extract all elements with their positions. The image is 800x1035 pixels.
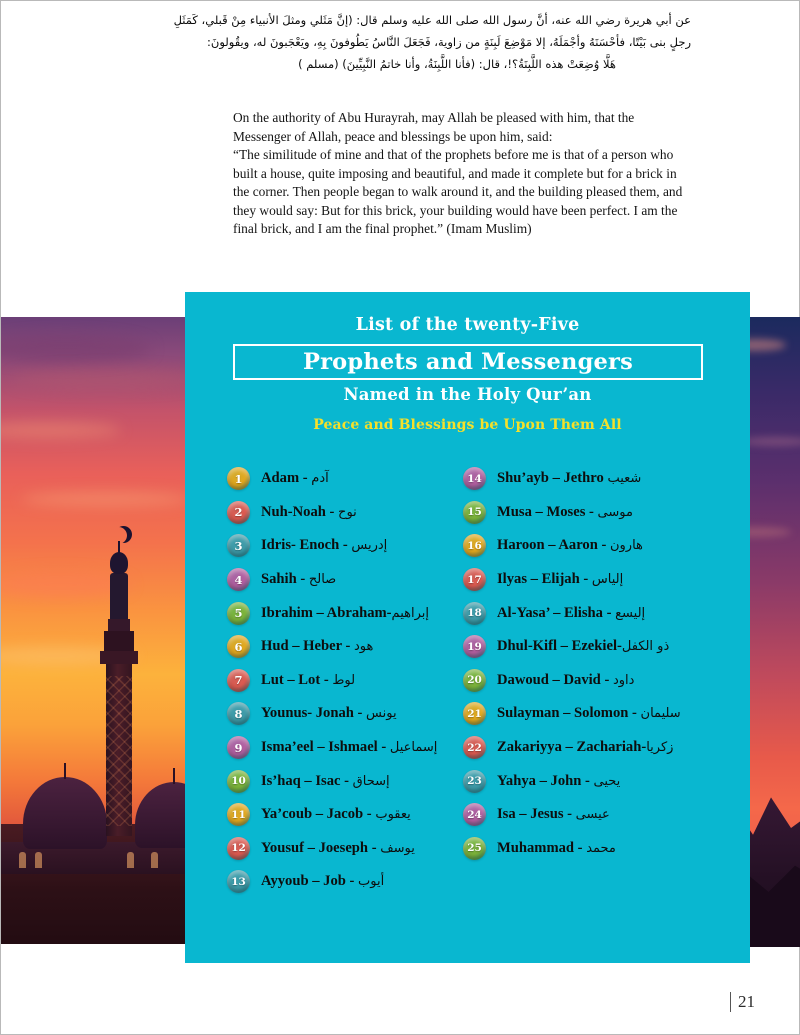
prophet-name: Younus- Jonah - يونس [261,705,397,722]
prophet-name: Nuh-Noah - نوح [261,503,357,520]
prophet-name-arabic: لوط [332,672,356,688]
prophet-list-item [463,832,743,866]
prophet-list-item [227,563,477,597]
prophet-list-item [227,798,477,832]
prophet-name: Ilyas – Elijah - إلياس [497,571,624,588]
prophet-number-badge: 4 [227,568,250,591]
prophet-name: Isa – Jesus - عيسى [497,806,610,823]
prophet-name: Ayyoub – Job - أيوب [261,873,385,890]
prophet-name-arabic: إبراهيم [391,605,429,621]
prophet-list-item [463,563,743,597]
prophet-list-item [463,630,743,664]
prophet-number-badge: 8 [227,702,250,725]
prophet-name: Muhammad - محمد [497,839,616,856]
prophet-number-badge: 6 [227,635,250,658]
prophet-name: Lut – Lot - لوط [261,671,356,688]
prophet-name: Isma’eel – Ishmael - إسماعيل [261,739,438,756]
prophet-name: Sahih - صالح [261,571,337,588]
prophet-name-arabic: موسى [597,504,633,520]
prophet-number-badge: 18 [463,602,486,625]
minaret-tower-top [110,573,128,619]
prophet-list-item [463,529,743,563]
prophet-name-arabic: ذو الكفل [621,639,670,655]
page-number [730,992,756,1012]
prophet-name-arabic: آدم [311,471,329,487]
prophet-list-item [227,596,477,630]
prophet-name-arabic: سليمان [640,706,681,722]
cloud-shape [21,492,187,506]
prophet-name: Al-Yasa’ – Elisha - إليسع [497,604,646,621]
prophet-name-arabic: يحيى [593,773,621,789]
prophet-name-arabic: هارون [609,538,643,554]
dome-finial [64,763,66,779]
prophet-list-item [227,832,477,866]
crescent-icon [110,527,127,544]
prophet-name: Ibrahim – Abraham-إبراهيم [261,604,429,621]
prophet-name-arabic: يوسف [380,840,415,856]
panel-heading-line-4: Peace and Blessings be Upon Them All [313,417,622,433]
prophet-name: Dawoud – David - داود [497,671,635,688]
minaret-balcony [100,651,138,664]
prophet-list-item [463,697,743,731]
prophet-name: Yousuf – Joeseph - يوسف [261,839,415,856]
panel-heading-line-2: Prophets and Messengers [303,349,633,375]
prophet-list-item [227,865,477,899]
hadith-arabic-text [173,9,691,75]
prophet-name-arabic: هود [353,639,374,655]
prophet-list-item [463,664,743,698]
prophet-name: Zakariyya – Zachariah-زكريا [497,739,674,756]
prophet-name: Adam - آدم [261,470,329,487]
prophet-name: Musa – Moses - موسى [497,503,633,520]
prophet-list-item [227,697,477,731]
prophet-number-badge: 1 [227,467,250,490]
prophet-number-badge: 9 [227,736,250,759]
page-number-value: 21 [738,992,755,1011]
prophet-list-item [463,764,743,798]
prophet-list-item [227,731,477,765]
prophet-name: Is’haq – Isac - إسحاق [261,772,390,789]
prophet-list-item [463,462,743,496]
hadith-arabic-line-3: هَلَّا وُضِعَتْ هذه اللَّبِنَةُ؟!، قال: (فأنا اللَّبِنَةُ، وأنا خاتمُ النَّبِيِّينَ) (مسلم ) [298,57,616,72]
prophet-number-badge: 3 [227,534,250,557]
prophet-name: Idris- Enoch - إدريس [261,537,388,554]
panel-heading-line-3: Named in the Holy Qur’an [343,385,592,404]
prophet-number-badge: 24 [463,803,486,826]
prophet-list-item [227,462,477,496]
prophet-number-badge: 13 [227,870,250,893]
prophet-list-item [463,496,743,530]
prophet-name-arabic: إسماعيل [389,740,438,756]
window-glow [35,852,42,868]
prophet-name-arabic: يونس [366,706,397,722]
prophet-number-badge: 14 [463,467,486,490]
prophet-list-item [463,596,743,630]
prophets-list-right-column [463,462,743,865]
prophet-number-badge: 19 [463,635,486,658]
page-number-rule [730,992,732,1012]
prophet-list-item [227,764,477,798]
minaret-railing [104,631,134,651]
minaret-upper-balcony [108,619,130,631]
prophet-number-badge: 17 [463,568,486,591]
minaret-bulb [110,552,128,574]
prophet-name-arabic: إسحاق [352,773,390,789]
prophet-name-arabic: إلياس [591,572,624,588]
prophet-list-item [227,664,477,698]
prophet-name-arabic: إدريس [351,538,388,554]
prophet-number-badge: 2 [227,501,250,524]
prophet-name-arabic: عيسى [575,807,610,823]
window-glow [127,852,134,868]
prophet-number-badge: 12 [227,837,250,860]
dome-finial [173,768,175,784]
window-glow [19,852,26,868]
prophet-list-item [227,529,477,563]
prophet-name: Sulayman – Solomon - سليمان [497,705,681,722]
prophet-name-arabic: محمد [586,840,616,856]
prophet-name: Shu’ayb – Jethro شعيب [497,470,642,487]
prophet-name: Hud – Heber - هود [261,638,374,655]
prophet-name: Haroon – Aaron - هارون [497,537,643,554]
prophet-name-arabic: إليسع [615,605,646,621]
prophet-name-arabic: داود [612,672,635,688]
prophets-list-left-column [227,462,477,899]
prophet-number-badge: 16 [463,534,486,557]
cloud-shape [11,369,187,389]
prophet-name: Dhul-Kifl – Ezekiel-ذو الكفل [497,638,670,655]
prophet-name-arabic: أيوب [358,874,385,890]
minaret-lattice [106,676,132,826]
prophet-name: Ya’coub – Jacob - يعقوب [261,806,411,823]
hadith-english-intro: On the authority of Abu Hurayrah, may Allah be pleased with him, that the Messenger of Allah, peace and blessings be upon him, said: [233,110,635,144]
prophet-number-badge: 10 [227,770,250,793]
prophet-number-badge: 5 [227,602,250,625]
hadith-english-body: “The similitude of mine and that of the prophets before me is that of a person who built a house, quite imposing and beautiful, and made it complete but for a brick in the corner. Then people began to walk around it, and the building pleased them, and they would say: But for this brick, your building would have been perfect. I am the final brick, and I am the final prophet.” (Imam Muslim) [233,147,683,237]
prophet-list-item [227,630,477,664]
prophet-number-badge: 21 [463,702,486,725]
prophet-list-item [227,496,477,530]
prophet-name-arabic: نوح [338,504,357,520]
prophet-number-badge: 22 [463,736,486,759]
prophet-name-arabic: زكريا [646,740,674,756]
prophets-panel [185,292,750,963]
prophet-number-badge: 11 [227,803,250,826]
prophet-name: Yahya – John - يحيى [497,772,621,789]
prophet-name-arabic: يعقوب [375,807,411,823]
prophet-name-arabic: صالح [308,572,337,588]
window-glow [151,852,158,868]
prophet-number-badge: 25 [463,837,486,860]
mosque-sunset-photo [1,317,187,944]
prophet-list-item [463,798,743,832]
prophet-number-badge: 15 [463,501,486,524]
hadith-english-translation [233,109,685,239]
hadith-arabic-line-2: رجلٍ بنى بَيْتًا، فأحْسَنَهُ وأجْمَلَهُ، إلا مَوْضِعَ لَبِنَةٍ من زاوية، فَجَعَلَ النَّاسُ يَطُوفونَ بِهِ، ويَعْجَبونَ له، ويقُولونَ: [207,35,691,50]
prophet-number-badge: 20 [463,669,486,692]
prophet-number-badge: 7 [227,669,250,692]
prophet-name-arabic: شعيب [607,471,642,487]
prophet-number-badge: 23 [463,770,486,793]
hadith-arabic-line-1: عن أبي هريرة رضي الله عنه، أنَّ رسول الله صلى الله عليه وسلم قال: (إنَّ مَثَلي ومثلَ الأنبياء مِنْ قَبلي، كَمَثَلِ [173,13,691,27]
prophet-list-item [463,731,743,765]
panel-heading-line-1: List of the twenty-Five [355,315,580,335]
